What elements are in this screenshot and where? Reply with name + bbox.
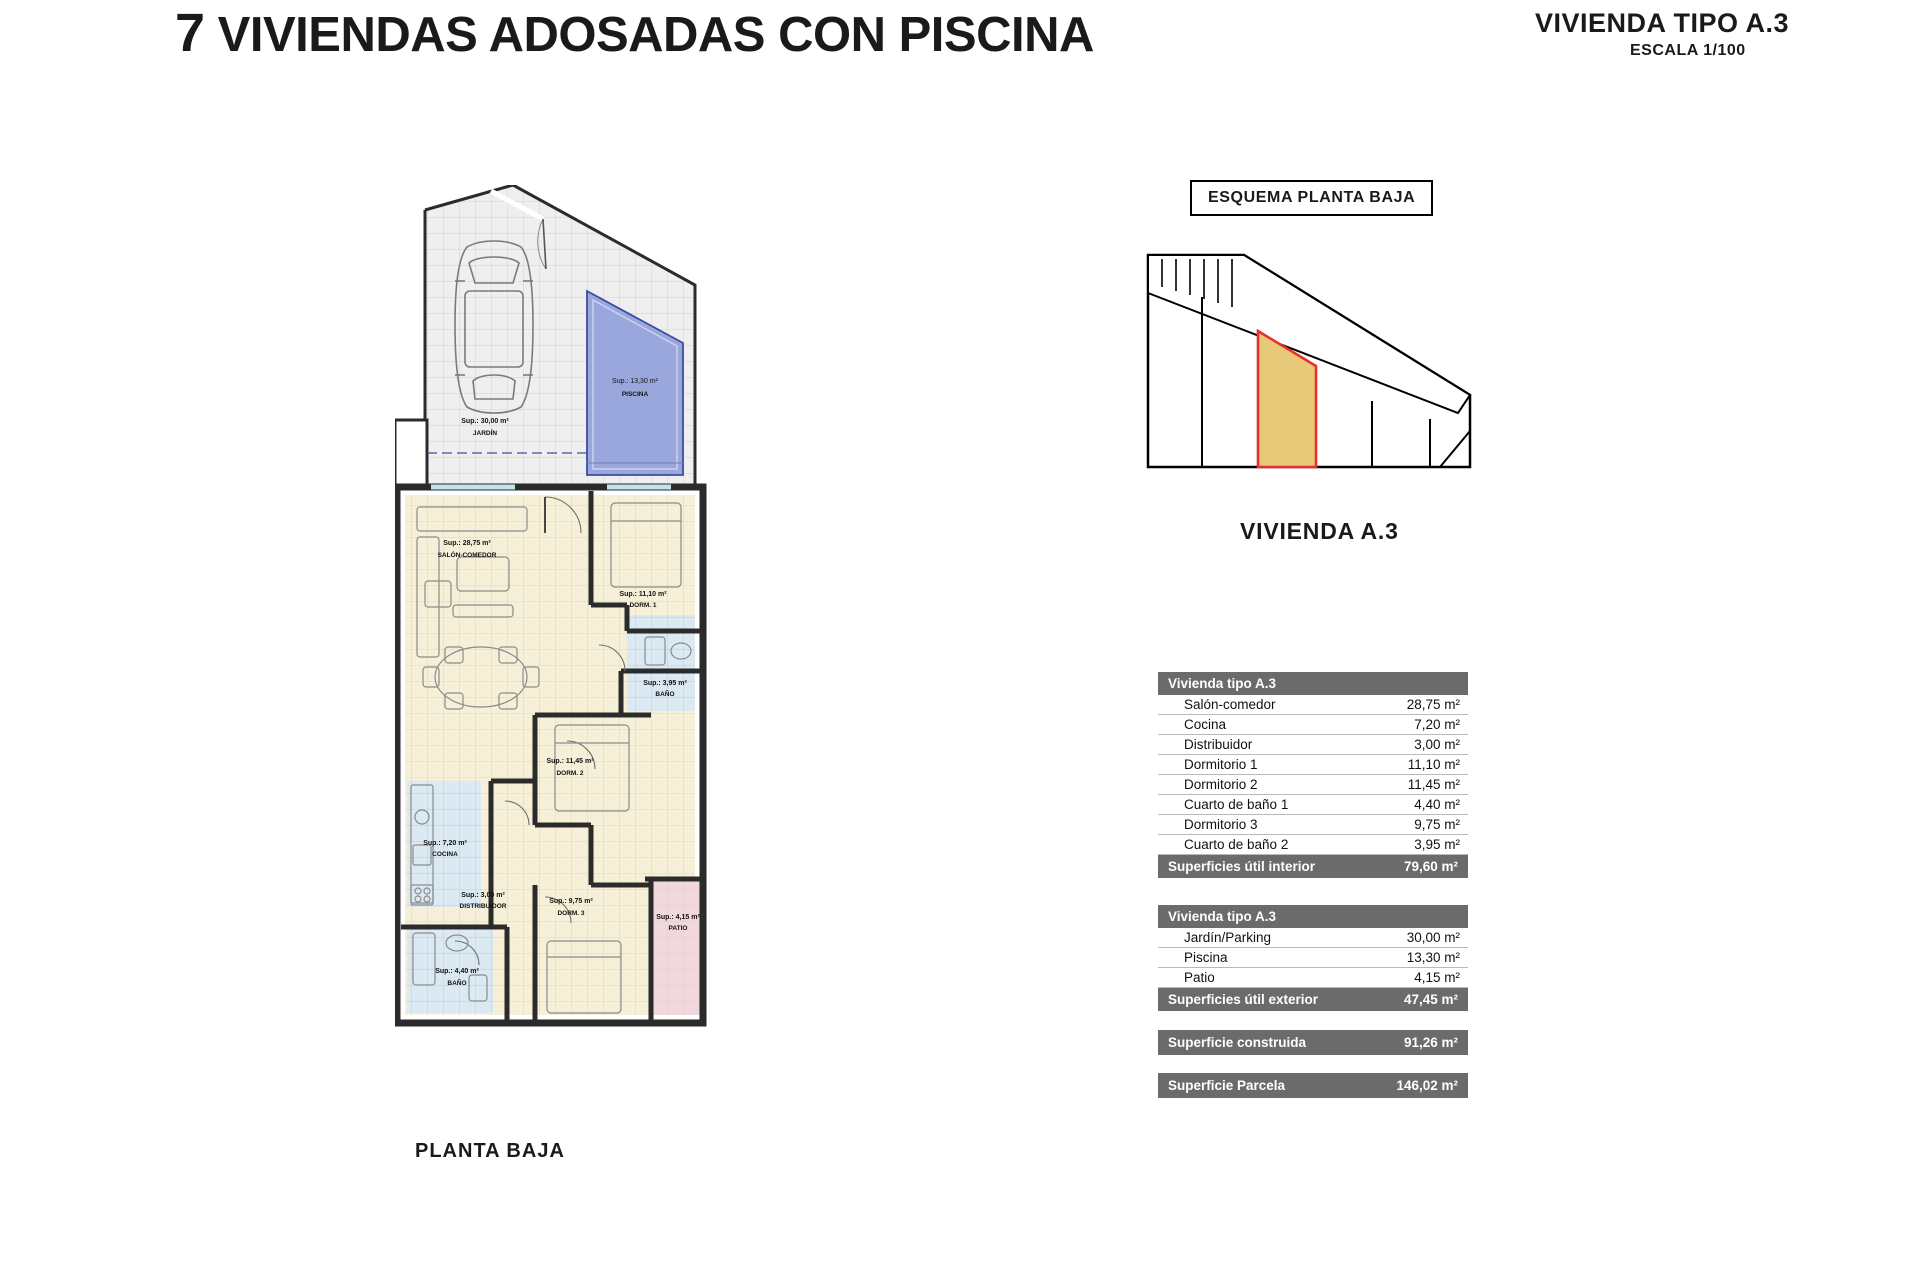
table-total-row	[1158, 855, 1468, 879]
table-row	[1158, 775, 1468, 795]
scheme-caption: VIVIENDA A.3	[1240, 518, 1399, 544]
row-value: 3,00 m²	[1373, 735, 1468, 755]
row-value: 9,75 m²	[1373, 815, 1468, 835]
table-row	[1158, 695, 1468, 715]
row-label: Salón-comedor	[1158, 695, 1373, 715]
room-label-bano1-area: Sup.: 4,40 m²	[435, 968, 479, 975]
room-label-dorm2-name: DORM. 2	[556, 770, 584, 777]
row-label: Dormitorio 1	[1158, 755, 1373, 775]
table-header-row	[1158, 672, 1468, 695]
table-row	[1158, 715, 1468, 735]
table-row	[1158, 948, 1468, 968]
row-label: Cuarto de baño 1	[1158, 795, 1373, 815]
table-row	[1158, 968, 1468, 988]
row-label: Cocina	[1158, 715, 1373, 735]
table-plot-area	[1158, 1073, 1468, 1098]
title-text: VIVIENDAS ADOSADAS CON PISCINA	[217, 8, 1094, 62]
row-value: 11,10 m²	[1373, 755, 1468, 775]
dwelling-type-title: VIVIENDA TIPO A.3	[1535, 8, 1790, 38]
room-label-cocina-name: COCINA	[432, 851, 458, 858]
table-interior-areas	[1158, 672, 1468, 878]
page-title	[175, 2, 1094, 64]
table-row	[1158, 795, 1468, 815]
table-total-row	[1158, 988, 1468, 1012]
row-label: Cuarto de baño 2	[1158, 835, 1373, 855]
row-label: Superficie construida	[1158, 1030, 1369, 1055]
row-label: Piscina	[1158, 948, 1374, 968]
floor-plan-drawing	[395, 185, 845, 1110]
title-number: 7	[175, 3, 205, 63]
table-interior-header: Vivienda tipo A.3	[1158, 672, 1468, 695]
table-row	[1158, 755, 1468, 775]
room-label-patio-area: Sup.: 4,15 m²	[656, 914, 700, 921]
room-label-pool-name: PISCINA	[621, 391, 649, 398]
room-label-garden-area: Sup.: 30,00 m²	[461, 418, 509, 425]
total-label: Superficies útil interior	[1158, 855, 1373, 879]
table-row	[1158, 1030, 1468, 1055]
row-label: Superficie Parcela	[1158, 1073, 1352, 1098]
row-value: 28,75 m²	[1373, 695, 1468, 715]
total-value: 79,60 m²	[1373, 855, 1468, 879]
table-built-area	[1158, 1030, 1468, 1055]
scheme-title-box: ESQUEMA PLANTA BAJA	[1190, 180, 1433, 216]
row-value: 4,15 m²	[1374, 968, 1468, 988]
table-row	[1158, 815, 1468, 835]
row-label: Dormitorio 2	[1158, 775, 1373, 795]
total-label: Superficies útil exterior	[1158, 988, 1374, 1012]
row-value: 30,00 m²	[1374, 928, 1468, 948]
room-label-dorm2-area: Sup.: 11,45 m²	[546, 758, 594, 765]
outdoor-area	[395, 185, 695, 486]
table-row	[1158, 1073, 1468, 1098]
site-scheme-diagram	[1140, 235, 1480, 500]
room-label-distribuidor-name: DISTRIBUIDOR	[459, 903, 507, 910]
table-header-row	[1158, 905, 1468, 928]
table-exterior-header: Vivienda tipo A.3	[1158, 905, 1468, 928]
room-label-salon-area: Sup.: 28,75 m²	[443, 540, 491, 547]
room-label-bano1-name: BAÑO	[447, 980, 467, 987]
table-exterior-areas	[1158, 905, 1468, 1011]
room-label-bano2-name: BAÑO	[655, 691, 675, 698]
table-row	[1158, 835, 1468, 855]
row-value: 3,95 m²	[1373, 835, 1468, 855]
room-label-dorm1-name: DORM. 1	[629, 602, 657, 609]
room-label-bano2-area: Sup.: 3,95 m²	[643, 680, 687, 687]
room-label-patio-name: PATIO	[668, 925, 688, 932]
room-label-salon-name: SALÓN-COMEDOR	[437, 552, 497, 559]
row-label: Patio	[1158, 968, 1374, 988]
floor-plan-caption: PLANTA BAJA	[415, 1140, 565, 1162]
room-label-dorm3-name: DORM. 3	[557, 910, 585, 917]
row-value: 13,30 m²	[1374, 948, 1468, 968]
room-label-garden-name: JARDÍN	[472, 430, 498, 437]
row-value: 7,20 m²	[1373, 715, 1468, 735]
room-label-pool-area: Sup.: 13,30 m²	[612, 378, 658, 385]
table-row	[1158, 735, 1468, 755]
table-row	[1158, 928, 1468, 948]
scale-label: ESCALA 1/100	[1630, 42, 1746, 59]
row-value: 11,45 m²	[1373, 775, 1468, 795]
row-value: 91,26 m²	[1369, 1030, 1468, 1055]
house-interior	[395, 485, 705, 1025]
room-label-cocina-area: Sup.: 7,20 m²	[423, 840, 467, 847]
room-label-distribuidor-area: Sup.: 3,00 m²	[461, 892, 505, 899]
room-label-dorm1-area: Sup.: 11,10 m²	[619, 591, 667, 598]
row-label: Dormitorio 3	[1158, 815, 1373, 835]
room-label-dorm3-area: Sup.: 9,75 m²	[549, 898, 593, 905]
row-value: 4,40 m²	[1373, 795, 1468, 815]
total-value: 47,45 m²	[1374, 988, 1468, 1012]
row-label: Distribuidor	[1158, 735, 1373, 755]
row-value: 146,02 m²	[1352, 1073, 1468, 1098]
row-label: Jardín/Parking	[1158, 928, 1374, 948]
